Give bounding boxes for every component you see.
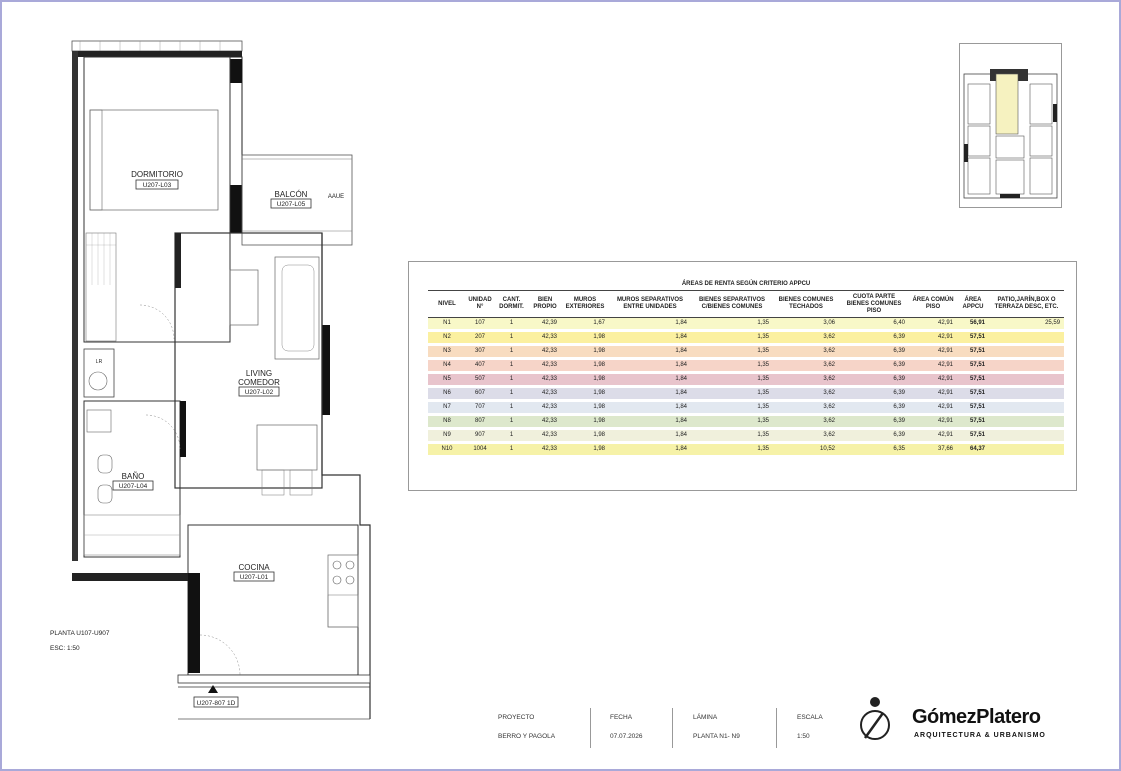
table-row <box>428 429 1064 443</box>
table-cell: 3,62 <box>773 387 839 401</box>
column-header: ÁREA APPCU <box>957 291 989 318</box>
table-cell: 6,39 <box>839 429 909 443</box>
table-cell: 1,98 <box>561 331 609 345</box>
table-cell: 307 <box>466 345 494 359</box>
room-label-balcon <box>271 190 344 208</box>
table-cell: 6,35 <box>839 443 909 457</box>
table-cell: 42,33 <box>529 401 561 415</box>
gomezplatero-logo-icon <box>855 693 895 743</box>
room-label-bano <box>113 472 153 490</box>
table-cell: 907 <box>466 429 494 443</box>
table-cell: 807 <box>466 415 494 429</box>
table-row <box>428 415 1064 429</box>
table-cell: 42,91 <box>909 387 957 401</box>
table-cell: 1,84 <box>609 331 691 345</box>
room-name: BAÑO <box>121 472 145 481</box>
proyecto-label: PROYECTO <box>498 714 535 721</box>
table-cell: 1,98 <box>561 345 609 359</box>
table-cell: 1,84 <box>609 415 691 429</box>
column-header: BIENES COMUNES TECHADOS <box>773 291 839 318</box>
table-cell: 1,98 <box>561 359 609 373</box>
table-cell: 57,51 <box>957 429 989 443</box>
table-cell <box>989 443 1064 457</box>
table-cell: N10 <box>428 443 466 457</box>
table-cell: 1,35 <box>691 387 773 401</box>
table-cell <box>989 387 1064 401</box>
table-cell <box>989 345 1064 359</box>
lamina-label: LÁMINA <box>693 714 718 721</box>
table-cell: 1,84 <box>609 443 691 457</box>
table-cell <box>989 373 1064 387</box>
table-cell: 1 <box>494 359 529 373</box>
table-row <box>428 318 1064 331</box>
table-cell: 42,33 <box>529 345 561 359</box>
table-cell <box>989 331 1064 345</box>
table-cell: 25,59 <box>989 318 1064 331</box>
table-cell: 3,62 <box>773 359 839 373</box>
column-header: PATIO,JARÍN,BOX O TERRAZA DESC, ETC. <box>989 291 1064 318</box>
table-header-row <box>428 291 1064 318</box>
table-cell: 1,35 <box>691 443 773 457</box>
table-cell: 1,35 <box>691 415 773 429</box>
table-cell: 6,39 <box>839 373 909 387</box>
table-cell: 1 <box>494 373 529 387</box>
table-cell: 37,66 <box>909 443 957 457</box>
table-cell: 707 <box>466 401 494 415</box>
logo-subtitle: ARQUITECTURA & URBANISMO <box>914 732 1046 739</box>
table-cell: 57,51 <box>957 359 989 373</box>
aaue-label: AAUE <box>327 194 345 200</box>
table-cell: 42,33 <box>529 359 561 373</box>
room-code: U207-L02 <box>244 389 274 396</box>
table-cell <box>989 359 1064 373</box>
table-cell: 1,35 <box>691 318 773 331</box>
table-cell: N9 <box>428 429 466 443</box>
table-cell: 42,91 <box>909 401 957 415</box>
table-cell: 1,35 <box>691 373 773 387</box>
table-cell: N7 <box>428 401 466 415</box>
table-cell: 57,51 <box>957 401 989 415</box>
table-cell: N3 <box>428 345 466 359</box>
table-cell: 57,51 <box>957 345 989 359</box>
table-cell: 1,35 <box>691 359 773 373</box>
titleblock-divider <box>672 708 673 748</box>
table-cell <box>989 401 1064 415</box>
table-cell: 407 <box>466 359 494 373</box>
table-cell: 3,62 <box>773 429 839 443</box>
lamina-value: PLANTA N1- N9 <box>693 733 740 740</box>
table-cell: 42,91 <box>909 318 957 331</box>
table-cell: 6,40 <box>839 318 909 331</box>
proyecto-value: BERRO Y PAGOLA <box>498 733 556 740</box>
areas-table <box>428 279 1064 458</box>
column-header: BIEN PROPIO <box>529 291 561 318</box>
table-cell: 10,52 <box>773 443 839 457</box>
table-cell: 6,39 <box>839 345 909 359</box>
room-code: U207-L04 <box>118 483 148 490</box>
room-name: BALCÓN <box>274 190 308 199</box>
floor-plan <box>60 35 380 725</box>
table-cell: 1,84 <box>609 359 691 373</box>
table-cell: 6,39 <box>839 331 909 345</box>
column-header: BIENES SEPARATIVOS C/BIENES COMUNES <box>691 291 773 318</box>
table-cell: 42,91 <box>909 429 957 443</box>
table-cell: 1,84 <box>609 429 691 443</box>
room-name-line2: COMEDOR <box>238 378 280 387</box>
room-label-living <box>238 369 280 396</box>
table-cell: 1,84 <box>609 318 691 331</box>
table-cell: 42,33 <box>529 415 561 429</box>
table-cell: 1,84 <box>609 387 691 401</box>
titleblock-divider <box>776 708 777 748</box>
table-cell: 42,33 <box>529 331 561 345</box>
table-cell: 607 <box>466 387 494 401</box>
table-cell: 1 <box>494 401 529 415</box>
table-cell: 1,98 <box>561 387 609 401</box>
table-cell: 1 <box>494 345 529 359</box>
table-row <box>428 359 1064 373</box>
logo-name: GómezPlatero <box>912 706 1041 728</box>
table-cell: 3,62 <box>773 401 839 415</box>
column-header: MUROS SEPARATIVOS ENTRE UNIDADES <box>609 291 691 318</box>
table-cell: 1 <box>494 318 529 331</box>
column-header: NIVEL <box>428 291 466 318</box>
table-cell: 42,91 <box>909 373 957 387</box>
table-cell: 6,39 <box>839 415 909 429</box>
escala-value: 1:50 <box>797 733 810 740</box>
table-row <box>428 345 1064 359</box>
table-cell: 57,51 <box>957 415 989 429</box>
table-cell <box>989 429 1064 443</box>
table-title: ÁREAS DE RENTA SEGÚN CRITERIO APPCU <box>428 279 1064 291</box>
table-cell: N5 <box>428 373 466 387</box>
table-cell: 64,37 <box>957 443 989 457</box>
table-cell: 42,91 <box>909 415 957 429</box>
table-cell: 1,84 <box>609 345 691 359</box>
table-cell: 42,33 <box>529 429 561 443</box>
plan-caption: PLANTA U107-U907 <box>50 630 110 637</box>
table-cell: N2 <box>428 331 466 345</box>
room-label-cocina <box>234 563 274 581</box>
table-cell: 42,91 <box>909 359 957 373</box>
table-cell: 3,62 <box>773 345 839 359</box>
table-cell: 3,62 <box>773 373 839 387</box>
unit-tag: U207-807 1D <box>196 700 236 707</box>
areas-table-panel <box>408 261 1077 491</box>
fecha-label: FECHA <box>610 714 633 721</box>
table-cell: N4 <box>428 359 466 373</box>
room-code: U207-L05 <box>276 201 306 208</box>
column-header: MUROS EXTERIORES <box>561 291 609 318</box>
room-code: U207-L03 <box>142 182 172 189</box>
table-cell: 107 <box>466 318 494 331</box>
table-cell: 57,51 <box>957 331 989 345</box>
table-cell: 1 <box>494 387 529 401</box>
table-cell: 6,39 <box>839 401 909 415</box>
table-cell: 507 <box>466 373 494 387</box>
column-header: ÁREA COMÚN PISO <box>909 291 957 318</box>
table-cell: 1,98 <box>561 415 609 429</box>
table-cell: 57,51 <box>957 387 989 401</box>
table-cell: 1,98 <box>561 373 609 387</box>
table-cell: 1,84 <box>609 401 691 415</box>
room-name: DORMITORIO <box>131 170 183 179</box>
table-cell: 42,91 <box>909 345 957 359</box>
table-row <box>428 373 1064 387</box>
table-cell: 1 <box>494 331 529 345</box>
table-cell: N6 <box>428 387 466 401</box>
table-row <box>428 401 1064 415</box>
table-row <box>428 387 1064 401</box>
room-label-dormitorio <box>131 170 183 189</box>
table-cell: 42,39 <box>529 318 561 331</box>
table-cell: 1004 <box>466 443 494 457</box>
lr-label: LR <box>95 359 103 365</box>
table-cell: 56,91 <box>957 318 989 331</box>
table-cell: 3,06 <box>773 318 839 331</box>
room-code: U207-L01 <box>239 574 269 581</box>
table-cell: 1 <box>494 415 529 429</box>
column-header: CUOTA PARTE BIENES COMUNES PISO <box>839 291 909 318</box>
column-header: CANT. DORMIT. <box>494 291 529 318</box>
fecha-value: 07.07.2026 <box>610 733 643 740</box>
table-cell: 42,33 <box>529 443 561 457</box>
table-cell: 42,91 <box>909 331 957 345</box>
escala-label: ESCALA <box>797 714 823 721</box>
table-cell: 3,62 <box>773 331 839 345</box>
table-cell: 1,98 <box>561 443 609 457</box>
room-name: COCINA <box>238 563 270 572</box>
column-header: UNIDAD N° <box>466 291 494 318</box>
plan-scale: ESC: 1:50 <box>50 645 80 652</box>
table-cell: 1,98 <box>561 401 609 415</box>
table-cell: 207 <box>466 331 494 345</box>
table-cell: N1 <box>428 318 466 331</box>
table-cell: 1,35 <box>691 345 773 359</box>
table-cell: 1,35 <box>691 429 773 443</box>
table-cell: 1,35 <box>691 401 773 415</box>
table-cell: N8 <box>428 415 466 429</box>
table-row <box>428 331 1064 345</box>
table-row <box>428 443 1064 457</box>
room-name-line1: LIVING <box>245 369 273 378</box>
table-cell: 1 <box>494 443 529 457</box>
table-cell: 6,39 <box>839 359 909 373</box>
table-cell <box>989 415 1064 429</box>
table-cell: 1,35 <box>691 331 773 345</box>
table-cell: 42,33 <box>529 373 561 387</box>
table-cell: 3,62 <box>773 415 839 429</box>
table-cell: 1,84 <box>609 373 691 387</box>
table-cell: 57,51 <box>957 373 989 387</box>
table-cell: 1,98 <box>561 429 609 443</box>
table-cell: 42,33 <box>529 387 561 401</box>
table-cell: 6,39 <box>839 387 909 401</box>
key-plan <box>959 43 1062 208</box>
table-cell: 1,67 <box>561 318 609 331</box>
titleblock-divider <box>590 708 591 748</box>
table-cell: 1 <box>494 429 529 443</box>
